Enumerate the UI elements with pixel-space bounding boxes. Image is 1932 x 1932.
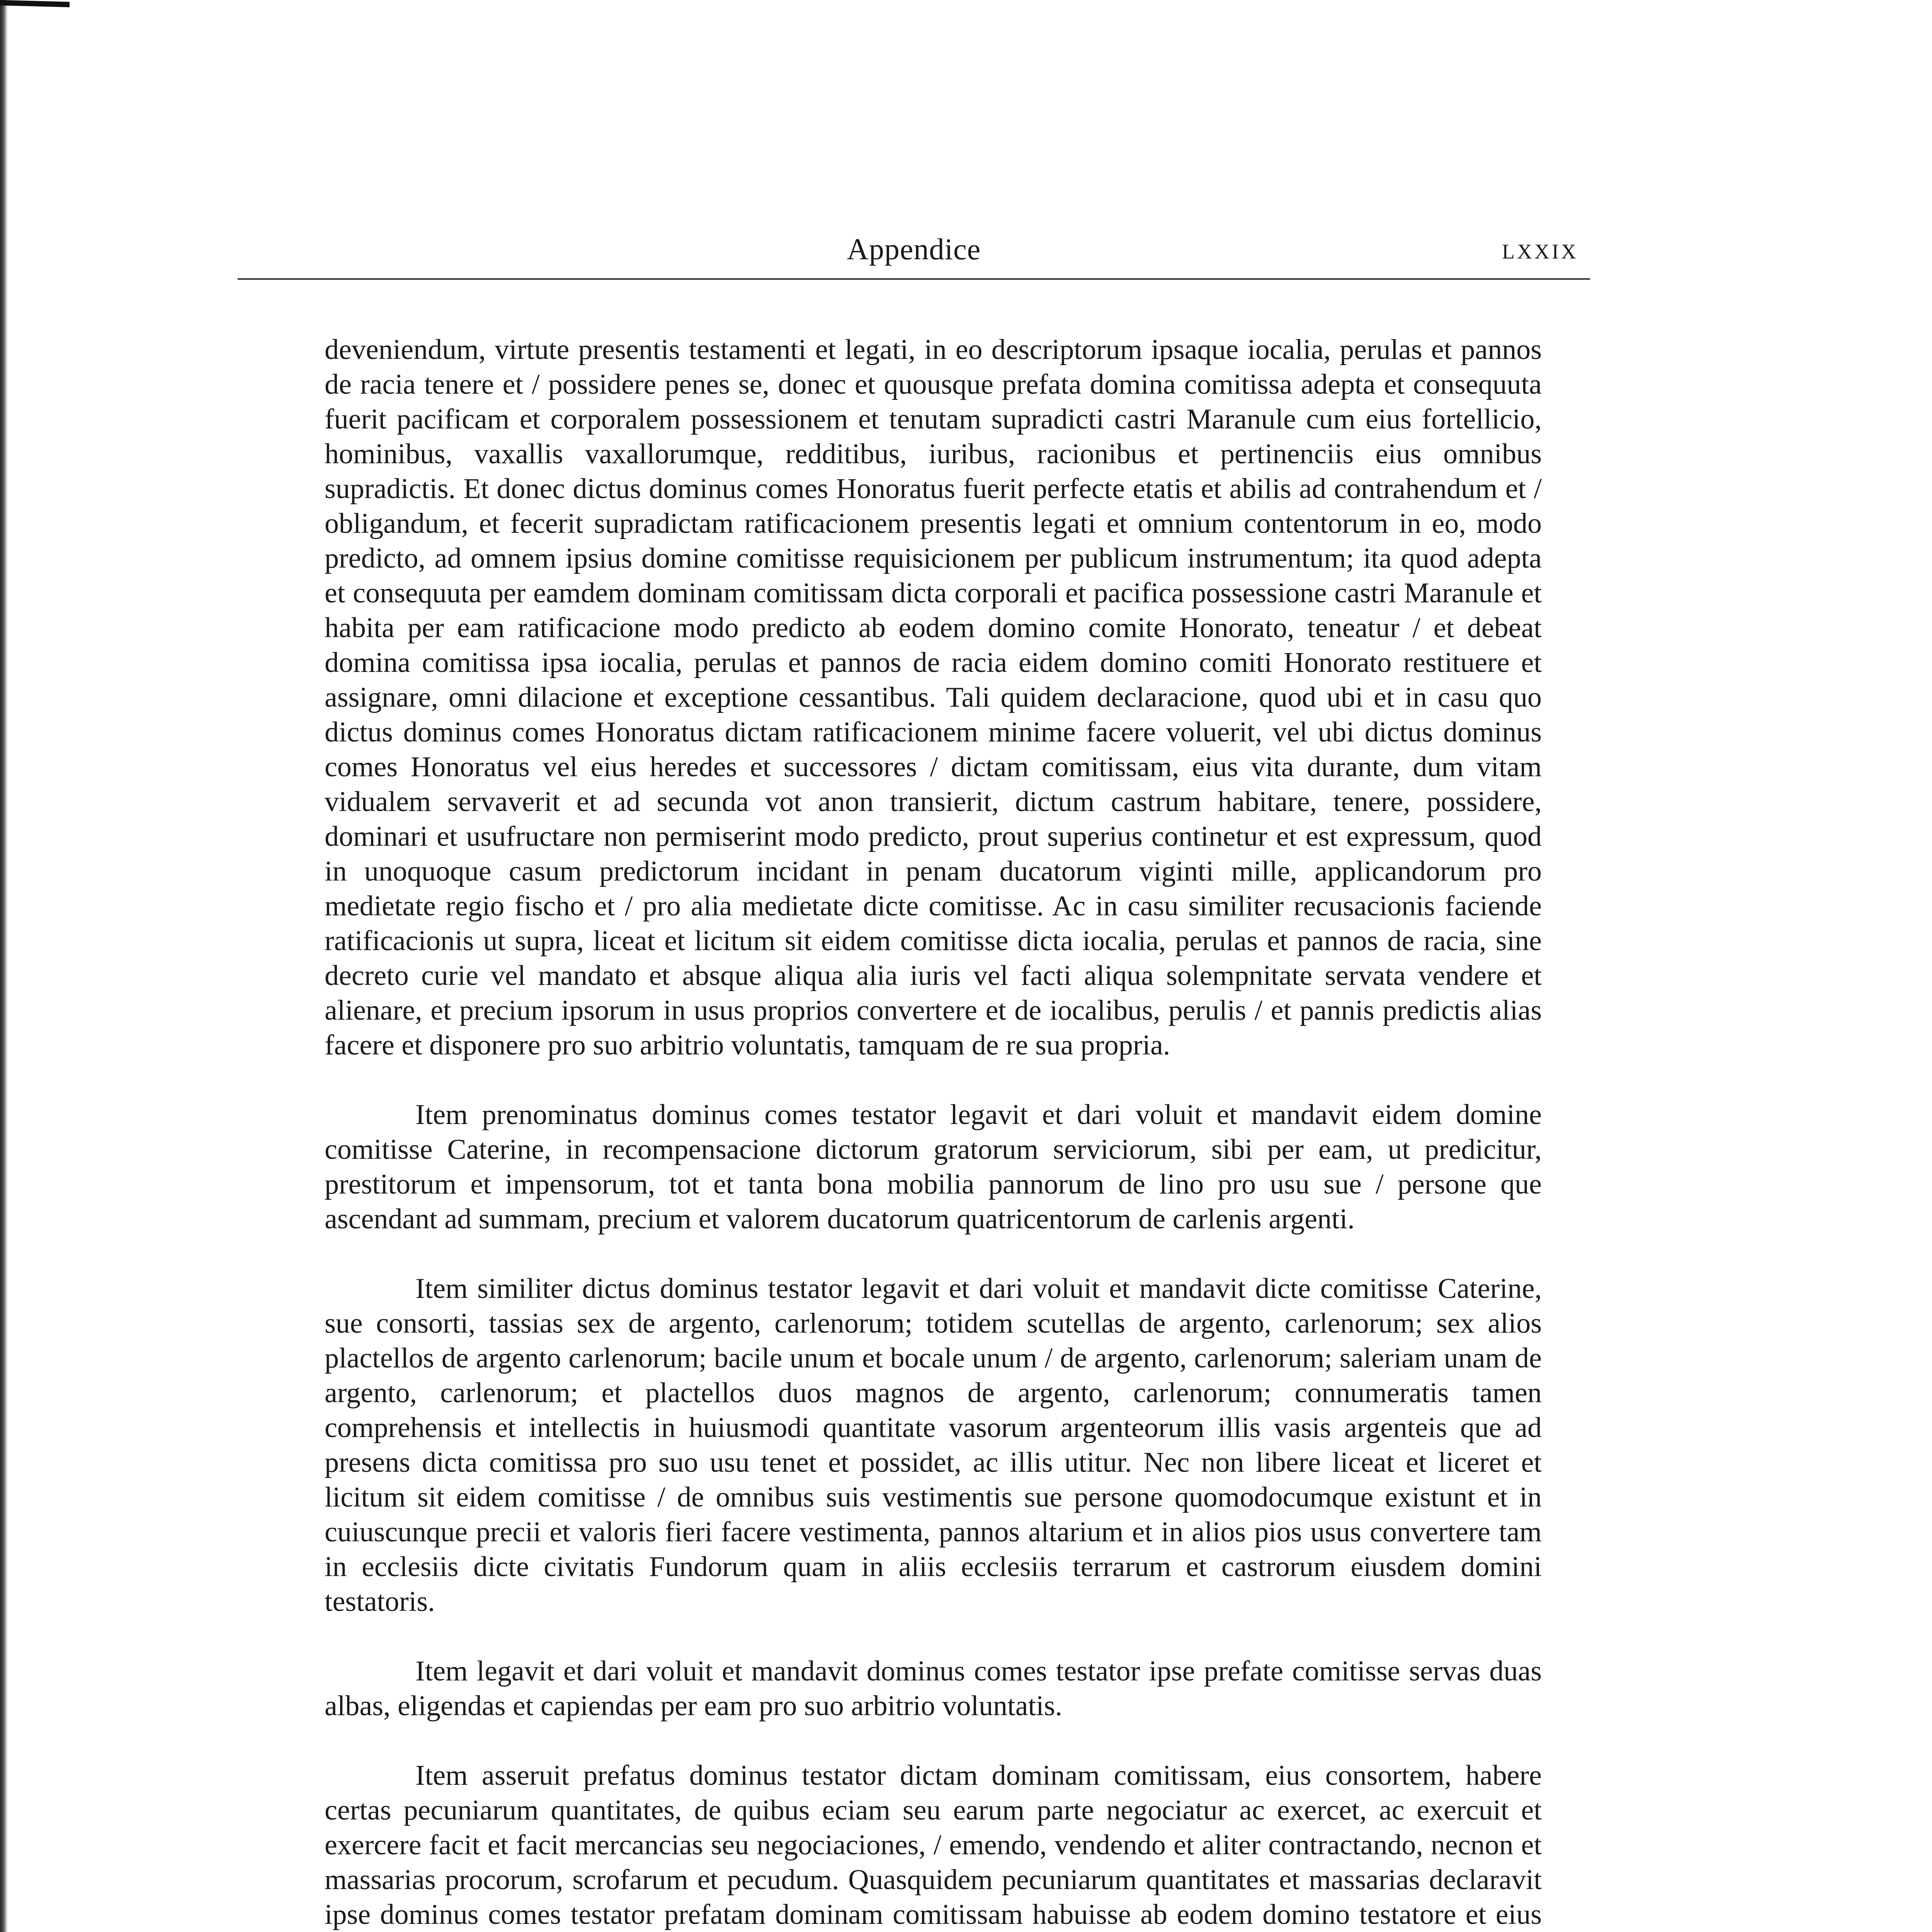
- paragraph-legacy-servants: Item legavit et dari voluit et mandavit dominus comes testator ipse prefate comitisse servas duas albas, eligendas et capiendas per eam pro suo arbitrio voluntatis.: [325, 1655, 1542, 1722]
- header-rule: [238, 278, 1590, 280]
- running-title: Appendice: [847, 232, 981, 266]
- page-number: LXXIX: [1502, 240, 1578, 263]
- paragraph-legacy-linen: Item prenominatus dominus comes testator legavit et dari voluit et mandavit eidem domine comitisse Caterine, in recompensacione dictorum gratorum serviciorum, sibi per eam, ut predicitur, prestitorum et impensorum, tot et tanta bona mobilia pannorum de lino pro usu sue / persone que ascendant ad summam, precium et valorem ducatorum quatricentorum de carlenis argenti.: [325, 1099, 1542, 1235]
- paragraph-money-declaration: Item asseruit prefatus dominus testator dictam dominam comitissam, eius consortem, habere certas pecuniarum quantitates, de quibus eciam seu earum parte negociatur ac exercet, ac exercuit et exercere facit et facit mercancias seu negociaciones, / emendo, vendendo et aliter contractando, necnon et massarias procorum, scrofarum et pecudum. Quasquidem pecuniarum quantitates et massarias declaravit ipse dominus comes testator prefatam dominam comitissam habuisse ab eodem domino testatore et eius: [325, 1760, 1542, 1930]
- scan-edge-left: [0, 0, 8, 1932]
- body-text: [325, 332, 1542, 1932]
- scan-edge-top: [0, 0, 70, 7]
- paragraph-legacy-silver: Item similiter dictus dominus testator legavit et dari voluit et mandavit dicte comitisse Caterine, sue consorti, tassias sex de argento, carlenorum; totidem scutellas de argento, carlenorum; sex alios plactellos de argento carlenorum; bacile unum et bocale unum / de argento, carlenorum; saleriam unam de argento, carlenorum; et plactellos duos magnos de argento, carlenorum; connumeratis tamen comprehensis et intellectis in huiusmodi quantitate vasorum argenteorum illis vasis argenteis que ad presens dicta comitissa pro suo usu tenet et possidet, ac illis utitur. Nec non libere liceat et liceret et licitum sit eidem comitisse / de omnibus suis vestimentis sue persone quomodocumque existunt et in cuiuscunque precii et valoris fieri facere vestimenta, pannos altarium et in alios pios usus convertere tam in ecclesiis dicte civitatis Fundorum quam in aliis ecclesiis terrarum et castrorum eiusdem domini testatoris.: [325, 1273, 1542, 1617]
- running-head: [238, 232, 1590, 270]
- paragraph-continuation: deveniendum, virtute presentis testamenti et legati, in eo descriptorum ipsaque iocalia, perulas et pannos de racia tenere et / possidere penes se, donec et quousque prefata domina comitissa adepta et consequuta fuerit pacificam et corporalem possessionem et tenutam supradicti castri Maranule cum eius fortellicio, hominibus, vaxallis vaxallorumque, redditibus, iuribus, racionibus et pertinenciis eius omnibus supradictis. Et donec dictus dominus comes Honoratus fuerit perfecte etatis et abilis ad contrahendum et / obligandum, et fecerit supradictam ratificacionem presentis legati et omnium contentorum in eo, modo predicto, ad omnem ipsius domine comitisse requisicionem per publicum instrumentum; ita quod adepta et consequuta per eamdem dominam comitissam dicta corporali et pacifica possessione castri Maranule et habita per eam ratificacione modo predicto ab eodem domino comite Honorato, teneatur / et debeat domina comitissa ipsa iocalia, perulas et pannos de racia eidem domino comiti Honorato restituere et assignare, omni dilacione et exceptione cessantibus. Tali quidem declaracione, quod ubi et in casu quo dictus dominus comes Honoratus dictam ratificacionem minime facere voluerit, vel ubi dictus dominus comes Honoratus vel eius heredes et successores / dictam comitissam, eius vita durante, dum vitam vidualem servaverit et ad secunda vot anon transierit, dictum castrum habitare, tenere, possidere, dominari et usufructare non permiserint modo predicto, prout superius continetur et est expressum, quod in unoquoque casum predictorum incidant in penam ducatorum viginti mille, applicandorum pro medietate regio fischo et / pro alia medietate dicte comitisse. Ac in casu similiter recusacionis faciende ratificacionis ut supra, liceat et licitum sit eidem comitisse dicta iocalia, perulas et pannos de racia, sine decreto curie vel mandato et absque aliqua alia iuris vel facti aliqua solempnitate servata vendere et alienare, et precium ipsorum in usus proprios convertere et de iocalibus, perulis / et pannis predictis alias facere et disponere pro suo arbitrio voluntatis, tamquam de re sua propria.: [325, 334, 1542, 1061]
